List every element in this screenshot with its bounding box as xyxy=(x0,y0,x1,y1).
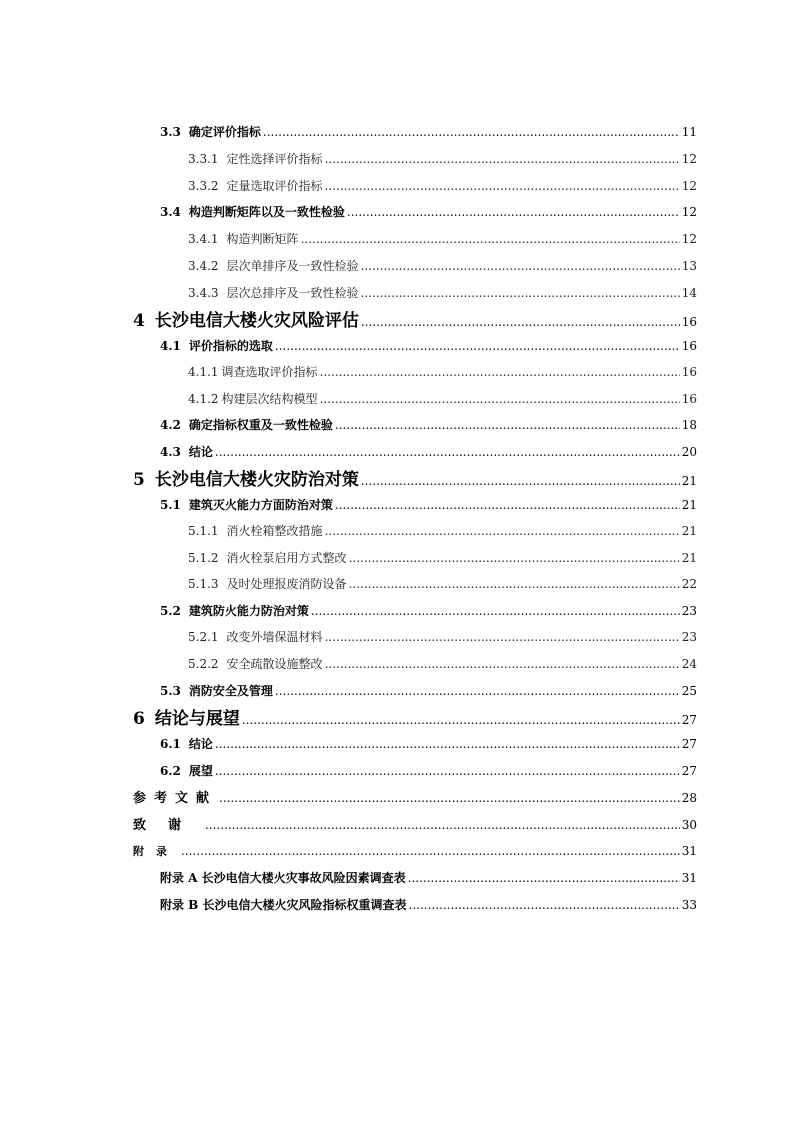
toc-title: 消防安全及管理 xyxy=(188,684,273,698)
toc-leader-dots xyxy=(361,474,680,488)
toc-entry-appendix[interactable] xyxy=(133,843,697,859)
toc-leader-dots xyxy=(361,315,680,329)
toc-number: 5.2 xyxy=(160,604,181,618)
toc-number: 5.2.2 xyxy=(188,657,219,671)
toc-number: 3.4.3 xyxy=(188,286,219,300)
toc-number: 3.4 xyxy=(160,205,181,219)
toc-page-number: 25 xyxy=(681,684,697,698)
toc-page-number: 21 xyxy=(681,551,697,565)
toc-page-number: 21 xyxy=(681,498,697,512)
toc-leader-dots xyxy=(275,684,680,698)
toc-number: 3.3.2 xyxy=(188,179,219,193)
toc-page-number: 21 xyxy=(681,524,697,538)
toc-entry-chapter-4[interactable] xyxy=(133,306,697,331)
toc-leader-dots xyxy=(361,286,680,300)
toc-title: 安全疏散设施整改 xyxy=(226,657,323,671)
toc-page-number: 24 xyxy=(681,657,697,671)
toc-leader-dots xyxy=(325,152,680,166)
toc-leader-dots xyxy=(215,764,680,778)
toc-leader-dots xyxy=(263,125,680,139)
toc-page-number: 31 xyxy=(681,844,697,858)
toc-number: 5.1.3 xyxy=(188,577,219,591)
toc-title: 附录 A 长沙电信大楼火灾事故风险因素调查表 xyxy=(160,871,406,885)
toc-number: 3.3 xyxy=(160,125,181,139)
toc-entry-5-1[interactable] xyxy=(160,496,697,513)
toc-entry-appendix-b[interactable] xyxy=(160,896,697,913)
toc-page-number: 12 xyxy=(681,205,697,219)
toc-leader-dots xyxy=(325,524,680,538)
toc-title: 定量选取评价指标 xyxy=(226,179,323,193)
toc-leader-dots xyxy=(335,418,680,432)
toc-page-number: 27 xyxy=(681,764,697,778)
toc-entry-5-3[interactable] xyxy=(160,682,697,699)
toc-number: 5.1.1 xyxy=(188,524,219,538)
toc-title: 建筑灭火能力方面防治对策 xyxy=(188,498,333,512)
toc-number: 3.4.1 xyxy=(188,232,219,246)
toc-entry-6-1[interactable] xyxy=(160,735,697,752)
toc-leader-dots xyxy=(215,737,680,751)
toc-page-number: 12 xyxy=(681,179,697,193)
toc-title: 确定评价指标 xyxy=(188,125,261,139)
toc-page-number: 22 xyxy=(681,577,697,591)
toc-title: 构造判断矩阵 xyxy=(226,232,299,246)
toc-title: 长沙电信大楼火灾风险评估 xyxy=(154,311,359,331)
toc-number: 5.1.2 xyxy=(188,551,219,565)
toc-page-number: 23 xyxy=(681,630,697,644)
toc-leader-dots xyxy=(242,713,680,727)
toc-leader-dots xyxy=(301,232,680,246)
toc-entry-3-4-3[interactable] xyxy=(188,284,697,301)
toc-page-number: 12 xyxy=(681,152,697,166)
toc-title: 长沙电信大楼火灾防治对策 xyxy=(154,470,359,490)
toc-title: 建筑防火能力防治对策 xyxy=(188,604,309,618)
toc-entry-4-3[interactable] xyxy=(160,443,697,460)
toc-leader-dots xyxy=(349,577,680,591)
toc-title: 评价指标的选取 xyxy=(188,339,273,353)
toc-page-number: 16 xyxy=(681,365,697,379)
toc-entry-4-2[interactable] xyxy=(160,416,697,433)
toc-leader-dots xyxy=(347,205,680,219)
toc-page-number: 11 xyxy=(681,125,697,139)
toc-entry-3-3-2[interactable] xyxy=(188,177,697,194)
toc-entry-5-1-2[interactable] xyxy=(188,549,697,566)
toc-entry-3-4-1[interactable] xyxy=(188,230,697,247)
toc-number: 4.1.2 xyxy=(188,392,219,406)
toc-entry-chapter-6[interactable] xyxy=(133,704,697,729)
toc-page-number: 27 xyxy=(681,713,697,727)
toc-page-number: 23 xyxy=(681,604,697,618)
toc-title: 消火栓泵启用方式整改 xyxy=(226,551,347,565)
toc-leader-dots xyxy=(325,179,680,193)
toc-page-number: 16 xyxy=(681,339,697,353)
toc-page-number: 18 xyxy=(681,418,697,432)
toc-entry-5-2[interactable] xyxy=(160,602,697,619)
toc-leader-dots xyxy=(311,604,680,618)
toc-title: 附录 B 长沙电信大楼火灾风险指标权重调查表 xyxy=(160,898,407,912)
toc-page-number: 28 xyxy=(681,791,697,805)
toc-entry-4-1-2[interactable] xyxy=(188,390,697,407)
toc-page-number: 14 xyxy=(681,286,697,300)
toc-page-number: 16 xyxy=(681,392,697,406)
toc-number: 5.1 xyxy=(160,498,181,512)
toc-page-number: 33 xyxy=(681,898,697,912)
toc-title: 致谢 xyxy=(133,818,204,833)
toc-leader-dots xyxy=(320,365,680,379)
toc-page-number: 20 xyxy=(681,445,697,459)
toc-page-number: 21 xyxy=(681,474,697,488)
toc-entry-5-1-1[interactable] xyxy=(188,522,697,539)
toc-number: 5 xyxy=(133,470,145,490)
toc-entry-chapter-5[interactable] xyxy=(133,465,697,490)
toc-title: 结论 xyxy=(188,445,213,459)
toc-leader-dots xyxy=(335,498,680,512)
toc-title: 参考文献 xyxy=(133,791,218,806)
toc-number: 5.2.1 xyxy=(188,630,219,644)
toc-leader-dots xyxy=(408,871,680,885)
toc-leader-dots xyxy=(325,657,680,671)
toc-leader-dots xyxy=(361,259,680,273)
toc-title: 调查选取评价指标 xyxy=(221,365,318,379)
toc-title: 确定指标权重及一致性检验 xyxy=(188,418,333,432)
toc-entry-3-4[interactable] xyxy=(160,203,697,220)
toc-number: 4.2 xyxy=(160,418,181,432)
toc-title: 层次单排序及一致性检验 xyxy=(226,259,359,273)
toc-title: 及时处理报废消防设备 xyxy=(226,577,347,591)
toc-entry-5-2-2[interactable] xyxy=(188,655,697,672)
toc-title: 消火栓箱整改措施 xyxy=(226,524,323,538)
toc-leader-dots xyxy=(409,898,680,912)
toc-title: 改变外墙保温材料 xyxy=(226,630,323,644)
toc-title: 结论 xyxy=(188,737,213,751)
toc-leader-dots xyxy=(205,818,680,832)
toc-entry-appendix-a[interactable] xyxy=(160,869,697,886)
toc-entry-4-1[interactable] xyxy=(160,337,697,354)
toc-number: 5.3 xyxy=(160,684,181,698)
toc-page-number: 31 xyxy=(681,871,697,885)
toc-entry-4-1-1[interactable] xyxy=(188,363,697,380)
toc-title: 构建层次结构模型 xyxy=(221,392,318,406)
toc-entry-3-3-1[interactable] xyxy=(188,150,697,167)
toc-number: 3.4.2 xyxy=(188,259,219,273)
toc-entry-acknowledgements[interactable] xyxy=(133,814,697,833)
toc-entry-3-4-2[interactable] xyxy=(188,257,697,274)
toc-leader-dots xyxy=(215,445,680,459)
toc-leader-dots xyxy=(275,339,680,353)
toc-leader-dots xyxy=(181,844,680,858)
toc-entry-5-1-3[interactable] xyxy=(188,575,697,592)
toc-leader-dots xyxy=(349,551,680,565)
toc-entry-3-3[interactable] xyxy=(160,123,697,140)
toc-number: 6.2 xyxy=(160,764,181,778)
toc-title: 附录 xyxy=(133,845,179,858)
toc-number: 3.3.1 xyxy=(188,152,219,166)
toc-title: 定性选择评价指标 xyxy=(226,152,323,166)
toc-entry-6-2[interactable] xyxy=(160,762,697,779)
toc-page-number: 27 xyxy=(681,737,697,751)
toc-number: 4.1 xyxy=(160,339,181,353)
toc-page-number: 12 xyxy=(681,232,697,246)
toc-entry-references[interactable] xyxy=(133,787,697,806)
toc-title: 层次总排序及一致性检验 xyxy=(226,286,359,300)
toc-number: 4.3 xyxy=(160,445,181,459)
toc-title: 结论与展望 xyxy=(154,709,240,729)
toc-title: 展望 xyxy=(188,764,213,778)
toc-leader-dots xyxy=(219,791,680,805)
toc-title: 构造判断矩阵以及一致性检验 xyxy=(188,205,345,219)
toc-number: 6.1 xyxy=(160,737,181,751)
toc-entry-5-2-1[interactable] xyxy=(188,628,697,645)
toc-leader-dots xyxy=(320,392,680,406)
toc-page-number: 30 xyxy=(681,818,697,832)
toc-page-number: 13 xyxy=(681,259,697,273)
toc-number: 4.1.1 xyxy=(188,365,219,379)
toc-number: 4 xyxy=(133,311,145,331)
toc-page-number: 16 xyxy=(681,315,697,329)
toc-number: 6 xyxy=(133,709,145,729)
toc-leader-dots xyxy=(325,630,680,644)
